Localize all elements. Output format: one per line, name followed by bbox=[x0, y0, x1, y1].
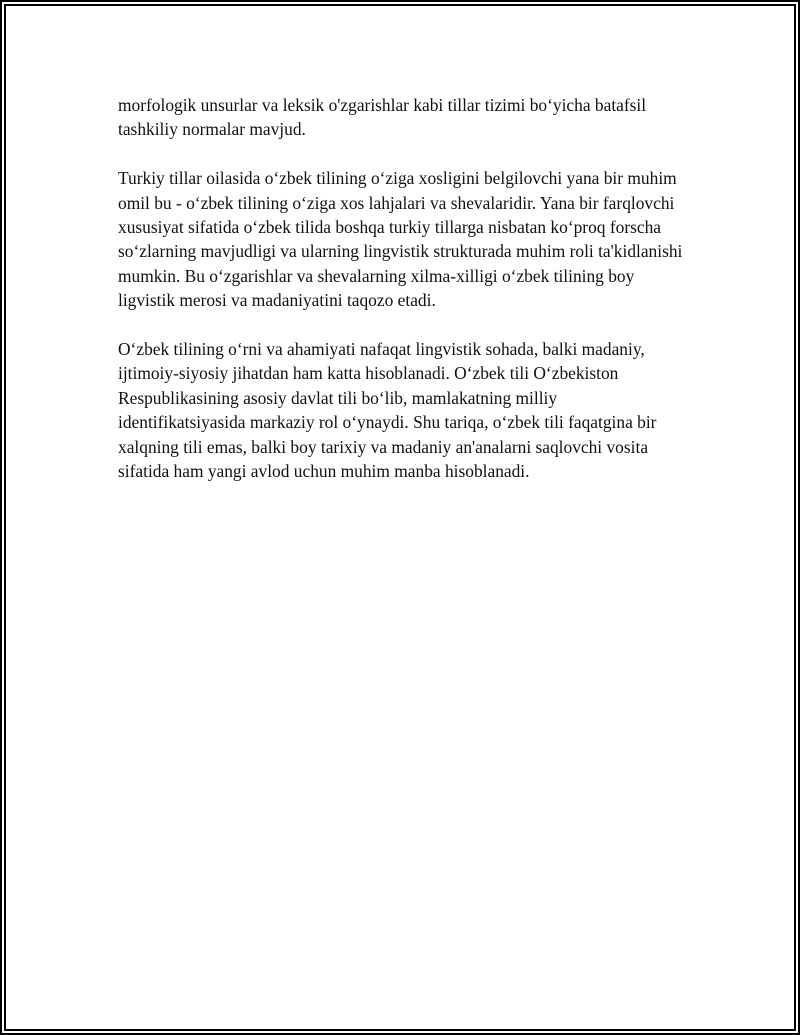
paragraph-3: O‘zbek tilining o‘rni va ahamiyati nafaqat lingvistik sohada, balki madaniy, ijtimoiy-siyosiy jihatdan ham katta hisoblanadi. O‘zbek tili O‘zbekiston Respublikasining asosiy davlat tili bo‘lib, mamlakatning milliy identifikatsiyasida markaziy rol o‘ynaydi. Shu tariqa, o‘zbek tili faqatgina bir xalqning tili emas, balki boy tarixiy va madaniy an'analarni saqlovchi vosita sifatida ham yangi avlod uchun muhim manba hisoblanadi. bbox=[118, 339, 657, 482]
paragraph-2: Turkiy tillar oilasida o‘zbek tilining o‘ziga xosligini belgilovchi yana bir muhim omil bu - o‘zbek tilining o‘ziga xos lahjalari va shevalaridir. Yana bir farqlovchi xususiyat sifatida o‘zbek tilida boshqa turkiy tillarga nisbatan ko‘proq forscha so‘zlarning mavjudligi va ularning lingvistik strukturada muhim roli ta'kidlanishi mumkin. Bu o‘zgarishlar va shevalarning xilma-xilligi o‘zbek tilining boy ligvistik merosi va madaniyatini taqozo etadi. bbox=[118, 168, 683, 311]
document-body bbox=[118, 93, 686, 508]
paragraph-1: morfologik unsurlar va leksik o'zgarishlar kabi tillar tizimi bo‘yicha batafsil tashkiliy normalar mavjud. bbox=[118, 95, 647, 140]
